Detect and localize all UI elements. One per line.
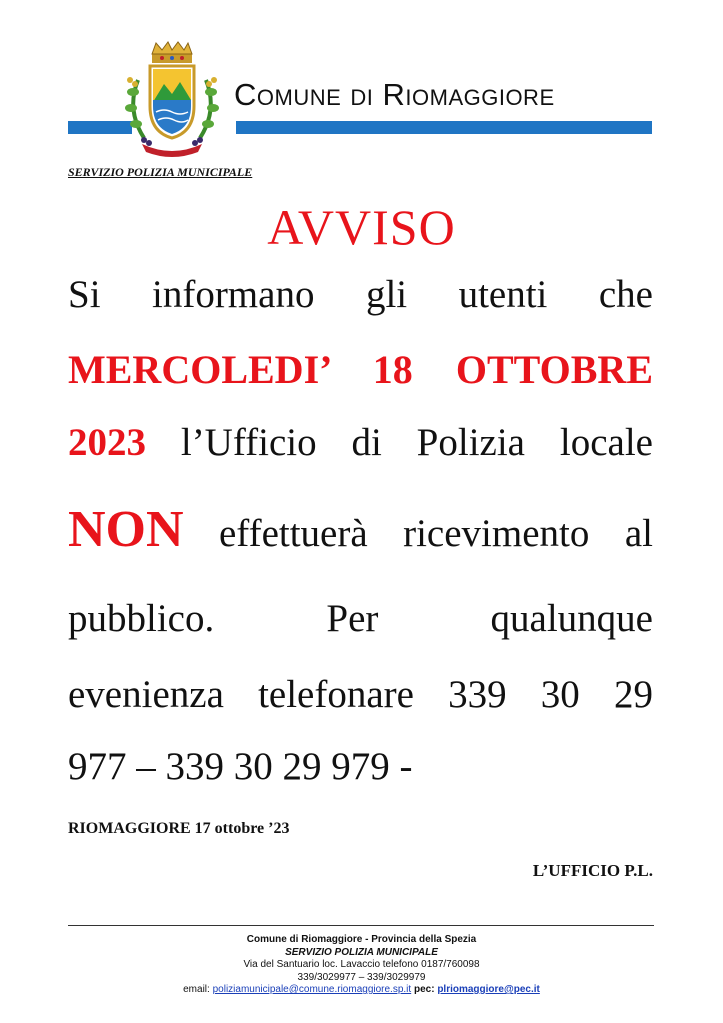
word: qualunque [490,597,653,640]
notice-line-5 [68,596,653,641]
word: Si [68,273,101,316]
notice-line-6 [68,672,653,717]
word: ricevimento [403,512,590,555]
footer-divider [68,925,654,926]
date-highlight: MERCOLEDI’ 18 OTTOBRE [68,347,653,392]
footer [0,934,723,997]
footer-contacts [0,984,723,997]
word: gli [365,273,408,316]
notice-line-4 [68,500,653,559]
notice-heading: AVVISO [267,199,456,255]
word: 29 [613,673,653,716]
email-label: email: [183,984,210,995]
footer-org: Comune di Riomaggiore - Provincia della Spezia [246,934,477,945]
non-highlight: NON [68,501,184,558]
word: Polizia [416,421,525,464]
service-label: SERVIZIO POLIZIA MUNICIPALE [68,165,253,179]
word: pubblico. [68,597,215,640]
word: al [624,512,653,555]
word: informano [152,273,315,316]
year-highlight: 2023 [68,421,146,464]
notice-line-3 [68,420,653,465]
notice-line-7 [68,744,653,789]
notice-line-2-date [68,346,653,393]
municipality-title: Comune di Riomaggiore [234,77,555,112]
pec-link[interactable]: plriomaggiore@pec.it [437,984,540,995]
word: utenti [458,273,548,316]
pec-label: pec: [413,984,435,995]
word: che [598,273,653,316]
word: l’Ufficio [180,421,317,464]
word: di [351,421,382,464]
notice-line-1 [68,272,653,317]
word: 30 [540,673,580,716]
signature: L’UFFICIO P.L. [532,861,653,880]
footer-service: SERVIZIO POLIZIA MUNICIPALE [285,946,438,958]
footer-phones: 339/3029977 – 339/3029979 [297,971,426,983]
word: telefonare [258,673,414,716]
footer-address: Via del Santuario loc. Lavaccio telefono 0187/760098 [243,959,480,970]
word: effettuerà [219,512,368,555]
phone-numbers: 977 – 339 30 29 979 - [68,745,413,788]
email-link[interactable]: poliziamunicipale@comune.riomaggiore.sp.it [212,984,412,995]
word: evenienza [68,673,224,716]
word: Per [326,597,379,640]
municipal-crest-icon [116,40,228,158]
issue-date: RIOMAGGIORE 17 ottobre ’23 [68,820,290,837]
word: 339 [448,673,507,716]
word: locale [559,421,653,464]
